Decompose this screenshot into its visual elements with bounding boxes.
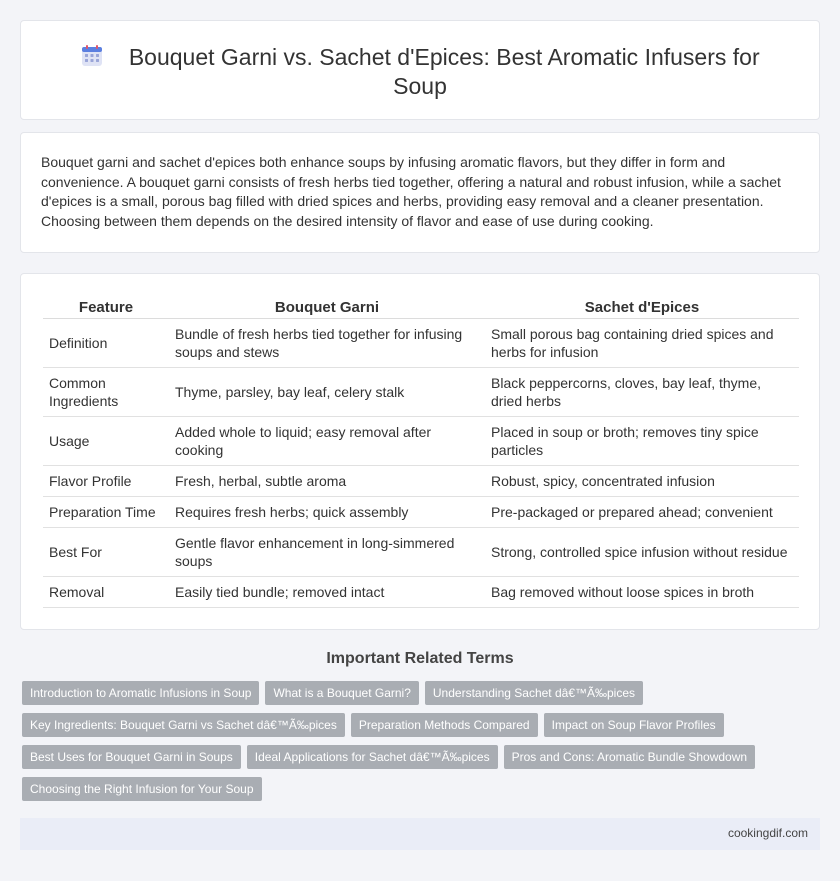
table-cell: Easily tied bundle; removed intact [169,577,485,608]
table-cell: Fresh, herbal, subtle aroma [169,466,485,497]
table-row [43,497,799,528]
related-term-link[interactable]: Choosing the Right Infusion for Your Soup [22,777,262,801]
table-cell: Preparation Time [43,497,169,528]
table-cell: Common Ingredients [43,368,169,417]
table-cell: Requires fresh herbs; quick assembly [169,497,485,528]
related-term-link[interactable]: Impact on Soup Flavor Profiles [544,713,724,737]
table-cell: Robust, spicy, concentrated infusion [485,466,799,497]
table-cell: Removal [43,577,169,608]
table-header-row [43,294,799,319]
header-card [20,20,820,120]
related-term-link[interactable]: Preparation Methods Compared [351,713,538,737]
intro-card [20,132,820,253]
table-cell: Definition [43,319,169,368]
table-cell: Thyme, parsley, bay leaf, celery stalk [169,368,485,417]
table-cell: Black peppercorns, cloves, bay leaf, thyme, dried herbs [485,368,799,417]
column-header-feature: Feature [43,294,169,319]
table-row [43,528,799,577]
table-cell: Bag removed without loose spices in broth [485,577,799,608]
footer [20,818,820,850]
related-terms-list [22,681,802,801]
related-terms-title: Important Related Terms [326,650,514,667]
table-cell: Strong, controlled spice infusion without residue [485,528,799,577]
table-row [43,368,799,417]
comparison-table [43,294,799,608]
related-term-link[interactable]: Ideal Applications for Sachet dâ€™Ã‰pices [247,745,498,769]
table-cell: Flavor Profile [43,466,169,497]
table-cell: Pre-packaged or prepared ahead; convenient [485,497,799,528]
table-row [43,417,799,466]
table-row [43,319,799,368]
column-header-bouquet-garni: Bouquet Garni [169,294,485,319]
footer-site-name[interactable]: cookingdif.com [727,826,808,840]
table-cell: Usage [43,417,169,466]
table-row [43,577,799,608]
table-cell: Added whole to liquid; easy removal after cooking [169,417,485,466]
related-term-link[interactable]: Understanding Sachet dâ€™Ã‰pices [425,681,643,705]
calendar-grid-icon [80,44,104,68]
intro-paragraph: Bouquet garni and sachet d'epices both enhance soups by infusing aromatic flavors, but they differ in form and convenience. A bouquet garni consists of fresh herbs tied together, offering a natural and robust infusion, while a sachet d'epices is a small, porous bag filled with dried spices and herbs, providing easy removal and a cleaner presentation. Choosing between them depends on the desired intensity of flavor and ease of use during cooking. [41,154,781,229]
title-wrap [61,43,779,101]
comparison-table-card [20,273,820,630]
related-term-link[interactable]: Best Uses for Bouquet Garni in Soups [22,745,241,769]
table-cell: Gentle flavor enhancement in long-simmered soups [169,528,485,577]
related-term-link[interactable]: What is a Bouquet Garni? [265,681,418,705]
table-cell: Bundle of fresh herbs tied together for infusing soups and stews [169,319,485,368]
table-row [43,466,799,497]
related-term-link[interactable]: Key Ingredients: Bouquet Garni vs Sachet dâ€™Ã‰pices [22,713,345,737]
related-term-link[interactable]: Introduction to Aromatic Infusions in Soup [22,681,259,705]
page-title: Bouquet Garni vs. Sachet d'Epices: Best Aromatic Infusers for Soup [128,44,760,99]
column-header-sachet: Sachet d'Epices [485,294,799,319]
table-cell: Best For [43,528,169,577]
related-term-link[interactable]: Pros and Cons: Aromatic Bundle Showdown [504,745,755,769]
table-cell: Placed in soup or broth; removes tiny spice particles [485,417,799,466]
table-cell: Small porous bag containing dried spices and herbs for infusion [485,319,799,368]
